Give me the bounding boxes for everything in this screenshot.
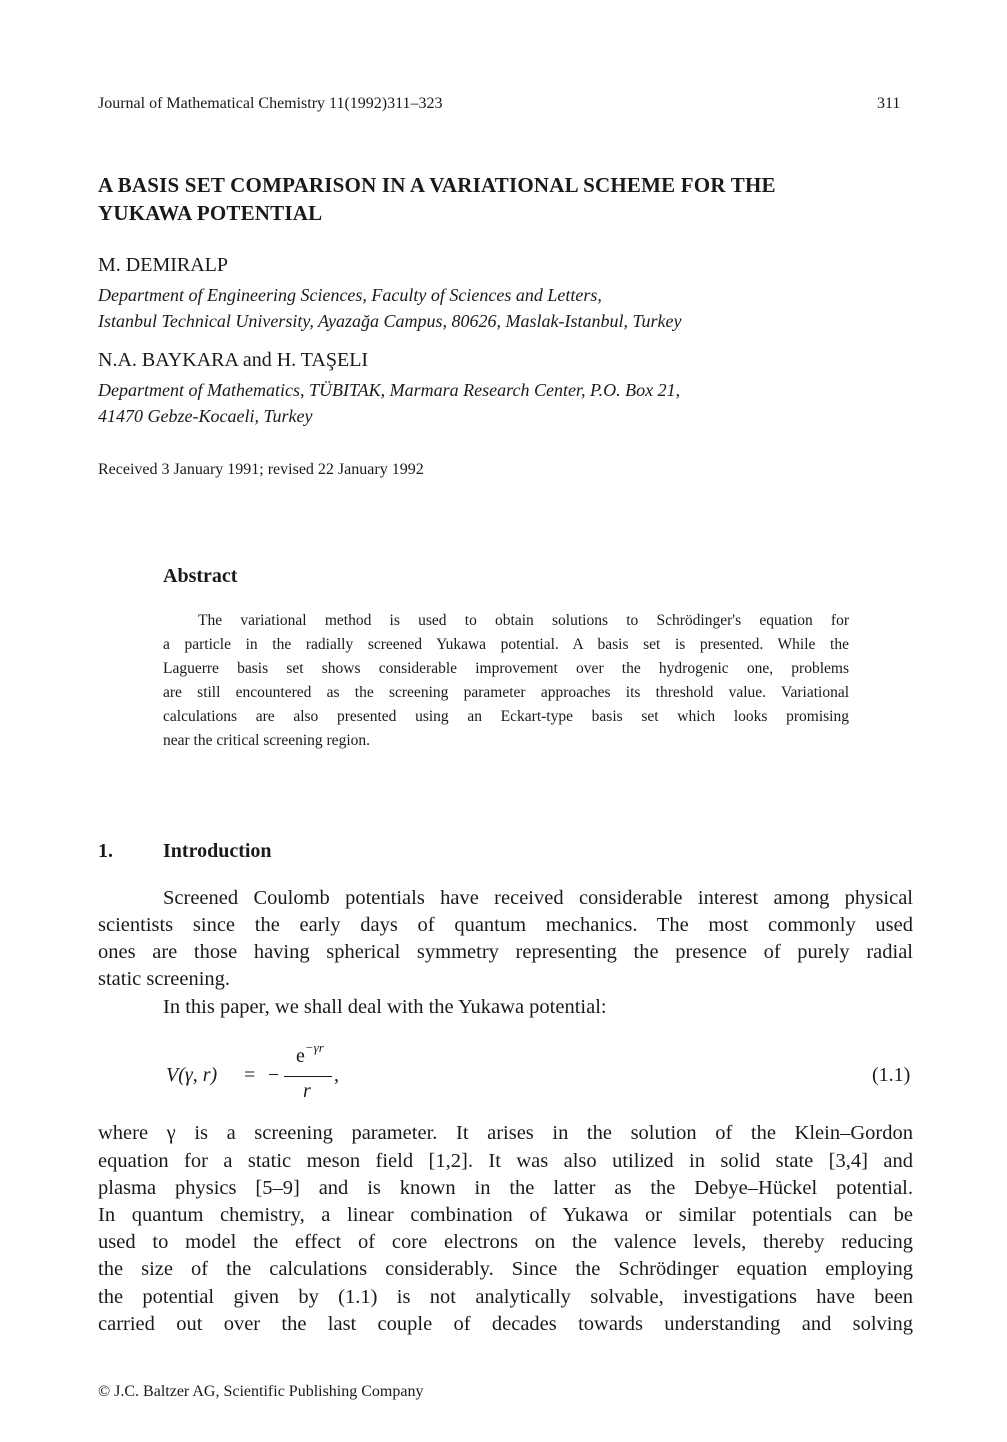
body-line: plasma physics [5–9] and is known in the latter as the Debye–Hückel potential. bbox=[98, 1177, 913, 1199]
copyright-footer: © J.C. Baltzer AG, Scientific Publishing Company bbox=[98, 1383, 424, 1400]
equation-comma: , bbox=[334, 1064, 339, 1086]
fraction-bar bbox=[284, 1076, 332, 1077]
section-number: 1. bbox=[98, 840, 113, 862]
abstract-line: a particle in the radially screened Yukawa potential. A basis set is presented. While the bbox=[163, 636, 849, 653]
equation-denominator: r bbox=[303, 1080, 311, 1102]
body-line: static screening. bbox=[98, 968, 231, 990]
body-line: Screened Coulomb potentials have received considerable interest among physical bbox=[163, 887, 913, 909]
equation-lhs: V(γ, r) bbox=[166, 1064, 218, 1086]
body-line: the potential given by (1.1) is not analytically solvable, investigations have been bbox=[98, 1286, 913, 1308]
author-affiliation-2-line-1: Department of Mathematics, TÜBITAK, Marmara Research Center, P.O. Box 21, bbox=[98, 380, 681, 400]
equation-exponent: −γr bbox=[304, 1040, 324, 1055]
equation-base: e bbox=[296, 1045, 305, 1067]
abstract-line: near the critical screening region. bbox=[163, 732, 370, 749]
body-line: used to model the effect of core electrons on the valence levels, thereby reducing bbox=[98, 1231, 913, 1253]
body-line: carried out over the last couple of decades towards understanding and solving bbox=[98, 1313, 913, 1335]
body-line: In quantum chemistry, a linear combination of Yukawa or similar potentials can be bbox=[98, 1204, 913, 1226]
author-name-2: N.A. BAYKARA and H. TAŞELI bbox=[98, 349, 369, 371]
body-line: where γ is a screening parameter. It arises in the solution of the Klein–Gordon bbox=[98, 1122, 913, 1144]
body-line: scientists since the early days of quantum mechanics. The most commonly used bbox=[98, 914, 913, 936]
abstract-heading: Abstract bbox=[163, 565, 238, 587]
author-affiliation-1-line-2: Istanbul Technical University, Ayazağa Campus, 80626, Maslak-Istanbul, Turkey bbox=[98, 311, 682, 331]
body-line: equation for a static meson field [1,2]. It was also utilized in solid state [3,4] and bbox=[98, 1150, 913, 1172]
author-affiliation-2-line-2: 41470 Gebze-Kocaeli, Turkey bbox=[98, 406, 313, 426]
body-line: the size of the calculations considerably. Since the Schrödinger equation employing bbox=[98, 1258, 913, 1280]
section-title: Introduction bbox=[163, 840, 272, 862]
abstract-line: Laguerre basis set shows considerable improvement over the hydrogenic one, problems bbox=[163, 660, 849, 677]
equation-equals: = bbox=[244, 1064, 256, 1086]
abstract-line: The variational method is used to obtain solutions to Schrödinger's equation for bbox=[198, 612, 849, 629]
author-name-1: M. DEMIRALP bbox=[98, 254, 229, 276]
received-dates: Received 3 January 1991; revised 22 January 1992 bbox=[98, 461, 424, 478]
equation-label: (1.1) bbox=[872, 1064, 911, 1086]
page-number: 311 bbox=[877, 95, 901, 112]
abstract-line: are still encountered as the screening parameter approaches its threshold value. Variational bbox=[163, 684, 849, 701]
journal-header: Journal of Mathematical Chemistry 11(1992)311–323 bbox=[98, 95, 443, 112]
author-affiliation-1-line-1: Department of Engineering Sciences, Faculty of Sciences and Letters, bbox=[98, 285, 602, 305]
body-line: In this paper, we shall deal with the Yukawa potential: bbox=[163, 996, 607, 1018]
paper-title-line-1: A BASIS SET COMPARISON IN A VARIATIONAL SCHEME FOR THE bbox=[98, 173, 776, 197]
equation-minus: − bbox=[268, 1064, 280, 1086]
equation-numerator bbox=[296, 1040, 324, 1068]
body-line: ones are those having spherical symmetry representing the presence of purely radial bbox=[98, 941, 913, 963]
paper-title-line-2: YUKAWA POTENTIAL bbox=[98, 201, 323, 225]
abstract-line: calculations are also presented using an Eckart-type basis set which looks promising bbox=[163, 708, 849, 725]
